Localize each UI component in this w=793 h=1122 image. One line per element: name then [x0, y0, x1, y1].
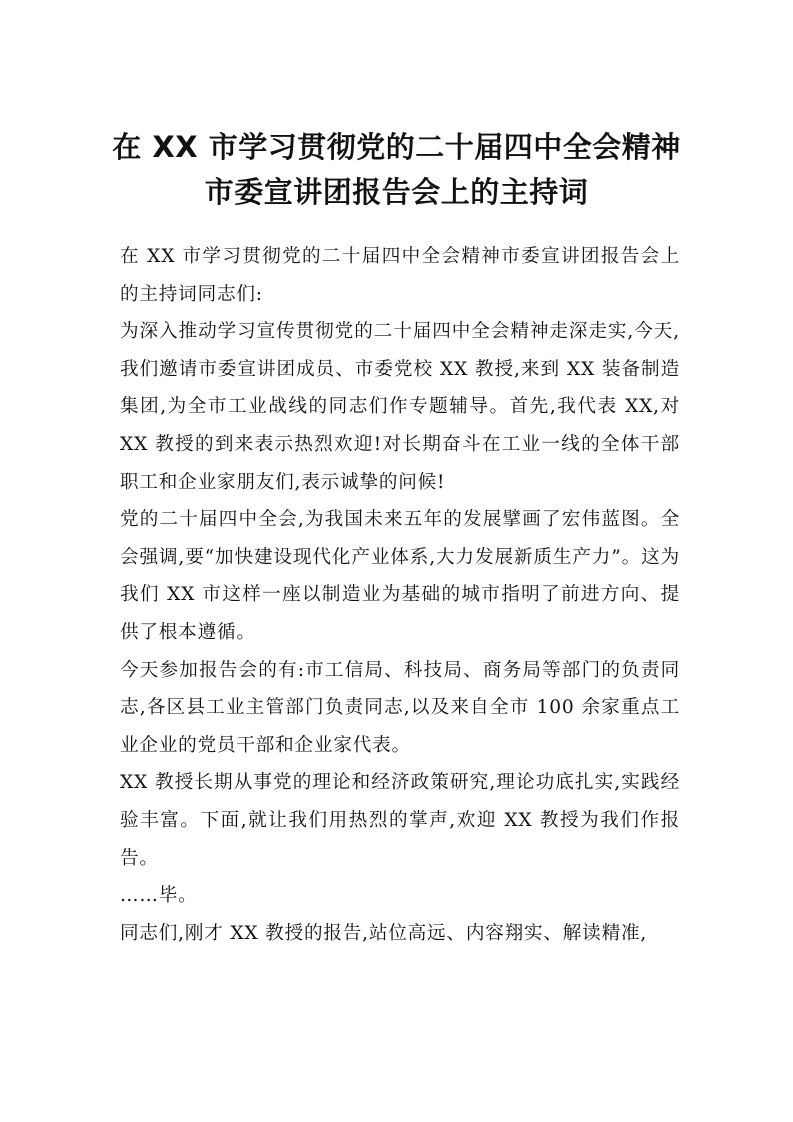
- document-title-line-2: 市委宣讲团报告会上的主持词: [204, 175, 589, 209]
- paragraph-ellipsis: ……毕。: [120, 885, 198, 907]
- document-title-line-1: 在 XX 市学习贯彻党的二十届四中全会精神: [112, 130, 681, 164]
- paragraph-introduction: 为深入推动学习宣传贯彻党的二十届四中全会精神走深走实,今天,我们邀请市委宣讲团成员、市委党校 XX 教授,来到 XX 装备制造集团,为全市工业战线的同志们作专题辅导。首先,我代表 XX,对 XX 教授的到来表示热烈欢迎!对长期奋斗在工业一线的全体干部职工和企业家朋友们,表示诚挚的问候!: [120, 321, 680, 493]
- paragraph-opening: 在 XX 市学习贯彻党的二十届四中全会精神市委宣讲团报告会上的主持词同志们:: [120, 246, 680, 305]
- paragraph-attendees: 今天参加报告会的有:市工信局、科技局、商务局等部门的负责同志,各区县工业主管部门负责同志,以及来自全市 100 余家重点工业企业的党员干部和企业家代表。: [120, 659, 680, 756]
- document-body: [120, 238, 680, 952]
- paragraph-summary: 同志们,刚才 XX 教授的报告,站位高远、内容翔实、解读精准,: [120, 922, 648, 944]
- paragraph-plenum-significance: 党的二十届四中全会,为我国未来五年的发展擘画了宏伟蓝图。全会强调,要“加快建设现代化产业体系,大力发展新质生产力”。这为我们 XX 市这样一座以制造业为基础的城市指明了前进方向、提供了根本遵循。: [120, 509, 680, 643]
- paragraph-speaker-intro: XX 教授长期从事党的理论和经济政策研究,理论功底扎实,实践经验丰富。下面,就让我们用热烈的掌声,欢迎 XX 教授为我们作报告。: [120, 772, 680, 869]
